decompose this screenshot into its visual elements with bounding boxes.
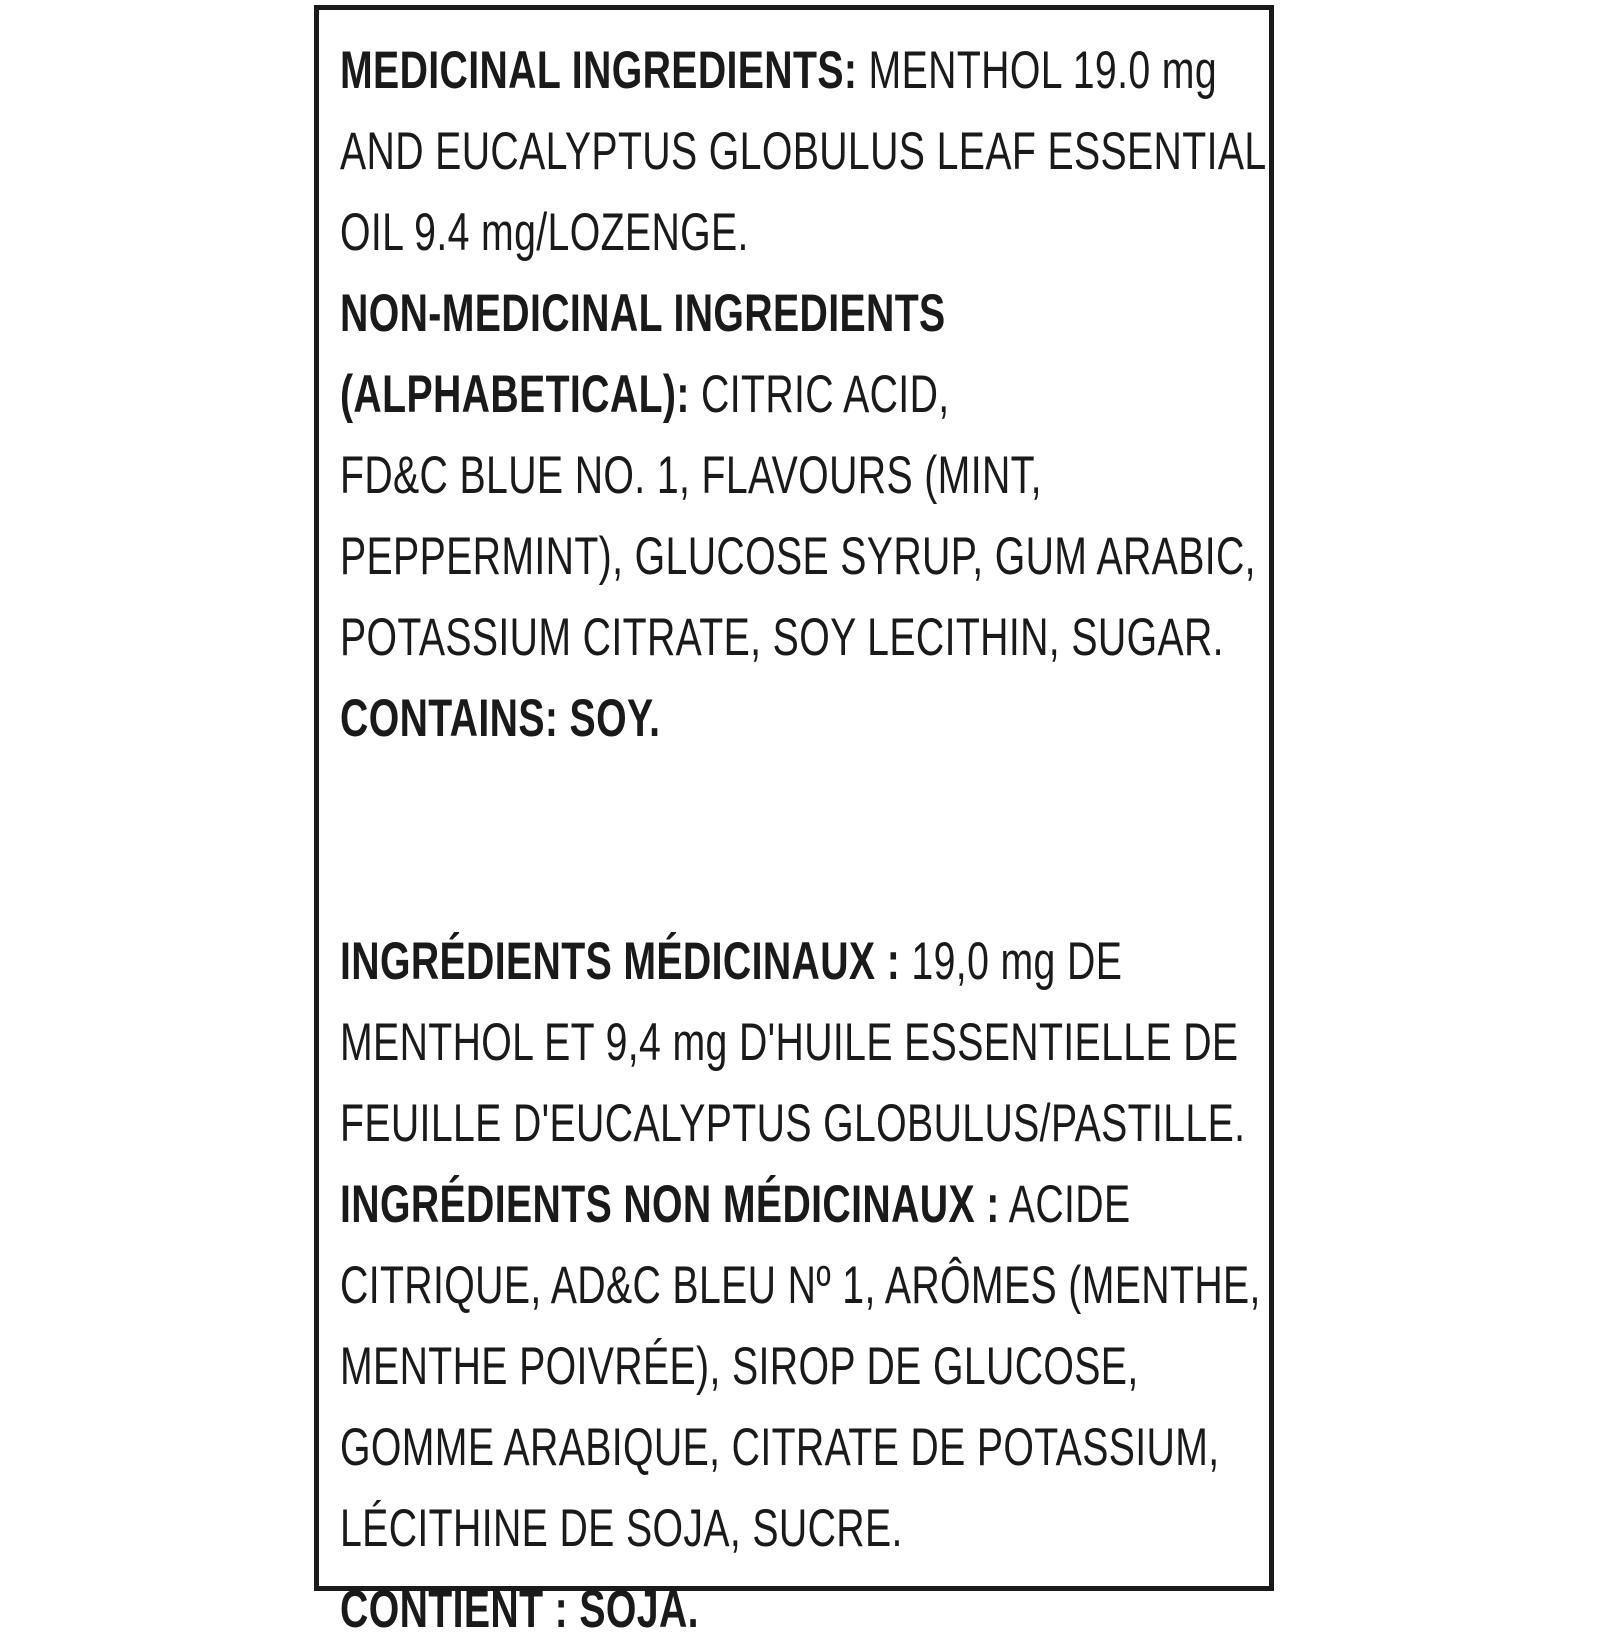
fr-nonmedicinal-line-4: GOMME ARABIQUE, CITRATE DE POTASSIUM, [340, 1418, 1220, 1477]
en-medicinal-line-2: AND EUCALYPTUS GLOBULUS LEAF ESSENTIAL [340, 122, 1267, 181]
en-medicinal-label: MEDICINAL INGREDIENTS: [340, 41, 858, 100]
en-nonmedicinal-line-2 [340, 354, 1050, 435]
ingredients-text-block [340, 30, 1300, 1650]
fr-nonmedicinal-line-3: MENTHE POIVRÉE), SIROP DE GLUCOSE, [340, 1337, 1139, 1396]
en-nonmedicinal-label-1: NON-MEDICINAL INGREDIENTS [340, 284, 946, 343]
en-nonmedicinal-line-3: FD&C BLUE NO. 1, FLAVOURS (MINT, [340, 446, 1042, 505]
fr-nonmedicinal-label: INGRÉDIENTS NON MÉDICINAUX : [340, 1175, 1000, 1234]
en-medicinal-line-1 [340, 30, 1218, 111]
en-nonmedicinal-line-5: POTASSIUM CITRATE, SOY LECITHIN, SUGAR. [340, 608, 1224, 667]
section-spacer [340, 759, 1300, 921]
en-nonmedicinal-text-2: CITRIC ACID, [689, 365, 950, 424]
fr-nonmedicinal-line-5: LÉCITHINE DE SOJA, SUCRE. [340, 1499, 903, 1558]
fr-medicinal-text-1: 19,0 mg DE [900, 932, 1123, 991]
fr-nonmedicinal-line-2: CITRIQUE, AD&C BLEU Nº 1, ARÔMES (MENTHE, [340, 1256, 1261, 1315]
en-contains: CONTAINS: SOY. [340, 689, 661, 748]
en-nonmedicinal-line-4: PEPPERMINT), GLUCOSE SYRUP, GUM ARABIC, [340, 527, 1256, 586]
fr-medicinal-line-2: MENTHOL ET 9,4 mg D'HUILE ESSENTIELLE DE [340, 1013, 1239, 1072]
fr-nonmedicinal-line-1 [340, 1164, 1131, 1245]
en-medicinal-line-3: OIL 9.4 mg/LOZENGE. [340, 203, 749, 262]
en-medicinal-text-1: MENTHOL 19.0 mg [857, 41, 1218, 100]
fr-medicinal-line-1 [340, 921, 1123, 1002]
fr-medicinal-line-3: FEUILLE D'EUCALYPTUS GLOBULUS/PASTILLE. [340, 1094, 1246, 1153]
en-nonmedicinal-label-2: (ALPHABETICAL): [340, 365, 690, 424]
fr-medicinal-label: INGRÉDIENTS MÉDICINAUX : [340, 932, 901, 991]
fr-contains: CONTIENT : SOJA. [340, 1580, 699, 1639]
fr-nonmedicinal-text-1: ACIDE [999, 1175, 1131, 1234]
